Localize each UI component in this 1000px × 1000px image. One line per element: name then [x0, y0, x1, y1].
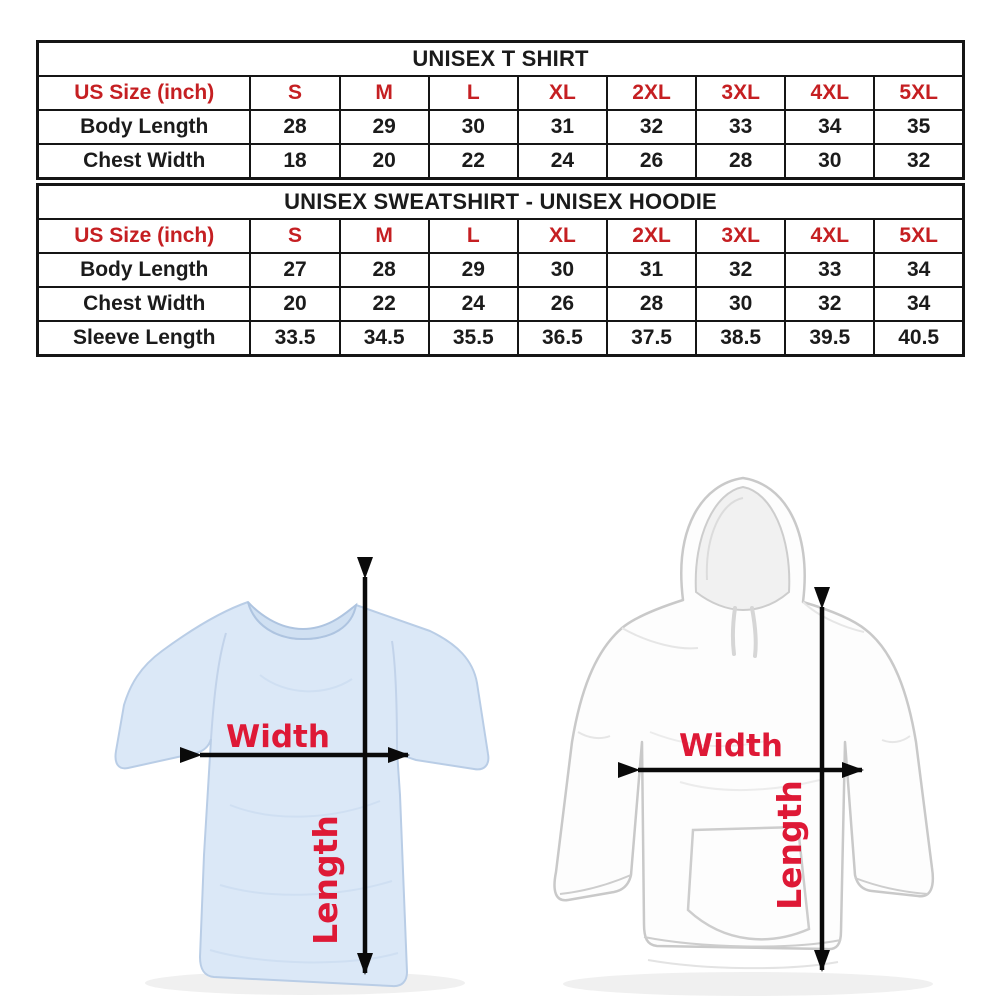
column-header: XL: [518, 76, 607, 110]
tshirt-length-label: Length: [306, 815, 345, 945]
column-header: 2XL: [607, 76, 696, 110]
cell-value: 18: [250, 144, 339, 179]
cell-value: 28: [696, 144, 785, 179]
cell-value: 33: [785, 253, 874, 287]
cell-value: 33: [696, 110, 785, 144]
column-header: 2XL: [607, 219, 696, 253]
cell-value: 34.5: [340, 321, 429, 356]
column-header: XL: [518, 219, 607, 253]
cell-value: 40.5: [874, 321, 963, 356]
column-header: M: [340, 76, 429, 110]
sweatshirt-hoodie-size-table: [36, 183, 965, 357]
cell-value: 28: [250, 110, 339, 144]
column-header: L: [429, 219, 518, 253]
table-row: [38, 253, 964, 287]
cell-value: 26: [607, 144, 696, 179]
cell-value: 29: [340, 110, 429, 144]
column-header: 4XL: [785, 76, 874, 110]
cell-value: 35: [874, 110, 963, 144]
table-title: UNISEX T SHIRT: [38, 42, 964, 77]
cell-value: 27: [250, 253, 339, 287]
column-header: 4XL: [785, 219, 874, 253]
cell-value: 32: [696, 253, 785, 287]
cell-value: 24: [429, 287, 518, 321]
row-label: Body Length: [38, 253, 251, 287]
column-header: US Size (inch): [38, 219, 251, 253]
row-label: Body Length: [38, 110, 251, 144]
cell-value: 34: [874, 287, 963, 321]
column-header: 3XL: [696, 219, 785, 253]
cell-value: 30: [696, 287, 785, 321]
cell-value: 32: [607, 110, 696, 144]
cell-value: 37.5: [607, 321, 696, 356]
cell-value: 33.5: [250, 321, 339, 356]
hoodie-length-label: Length: [770, 780, 809, 910]
cell-value: 30: [429, 110, 518, 144]
table-title: UNISEX SWEATSHIRT - UNISEX HOODIE: [38, 185, 964, 220]
hoodie-shadow: [563, 972, 933, 996]
tshirt-diagram: [100, 555, 510, 1000]
cell-value: 22: [340, 287, 429, 321]
column-header: M: [340, 219, 429, 253]
cell-value: 31: [607, 253, 696, 287]
hoodie-width-label: Width: [679, 728, 783, 764]
hoodie-image: [555, 478, 933, 968]
cell-value: 36.5: [518, 321, 607, 356]
cell-value: 20: [250, 287, 339, 321]
table-row: [38, 287, 964, 321]
table-header-row: [38, 76, 964, 110]
column-header: S: [250, 76, 339, 110]
cell-value: 30: [785, 144, 874, 179]
table-row: [38, 110, 964, 144]
hoodie-drawstring-left: [733, 608, 735, 654]
cell-value: 31: [518, 110, 607, 144]
table-title-row: [38, 42, 964, 77]
tshirt-image: [116, 602, 489, 986]
tshirt-width-label: Width: [226, 719, 330, 755]
cell-value: 28: [340, 253, 429, 287]
cell-value: 26: [518, 287, 607, 321]
hoodie-diagram: [530, 432, 970, 1000]
cell-value: 30: [518, 253, 607, 287]
cell-value: 29: [429, 253, 518, 287]
table-header-row: [38, 219, 964, 253]
cell-value: 22: [429, 144, 518, 179]
tshirt-size-table: [36, 40, 965, 180]
column-header: 5XL: [874, 219, 963, 253]
row-label: Chest Width: [38, 144, 251, 179]
column-header: 3XL: [696, 76, 785, 110]
table-title-row: [38, 185, 964, 220]
cell-value: 32: [874, 144, 963, 179]
cell-value: 24: [518, 144, 607, 179]
column-header: L: [429, 76, 518, 110]
cell-value: 39.5: [785, 321, 874, 356]
cell-value: 20: [340, 144, 429, 179]
cell-value: 32: [785, 287, 874, 321]
cell-value: 34: [785, 110, 874, 144]
cell-value: 28: [607, 287, 696, 321]
row-label: Sleeve Length: [38, 321, 251, 356]
cell-value: 34: [874, 253, 963, 287]
row-label: Chest Width: [38, 287, 251, 321]
size-tables: [36, 40, 965, 357]
table-row: [38, 144, 964, 179]
cell-value: 35.5: [429, 321, 518, 356]
column-header: S: [250, 219, 339, 253]
column-header: US Size (inch): [38, 76, 251, 110]
cell-value: 38.5: [696, 321, 785, 356]
table-row: [38, 321, 964, 356]
column-header: 5XL: [874, 76, 963, 110]
